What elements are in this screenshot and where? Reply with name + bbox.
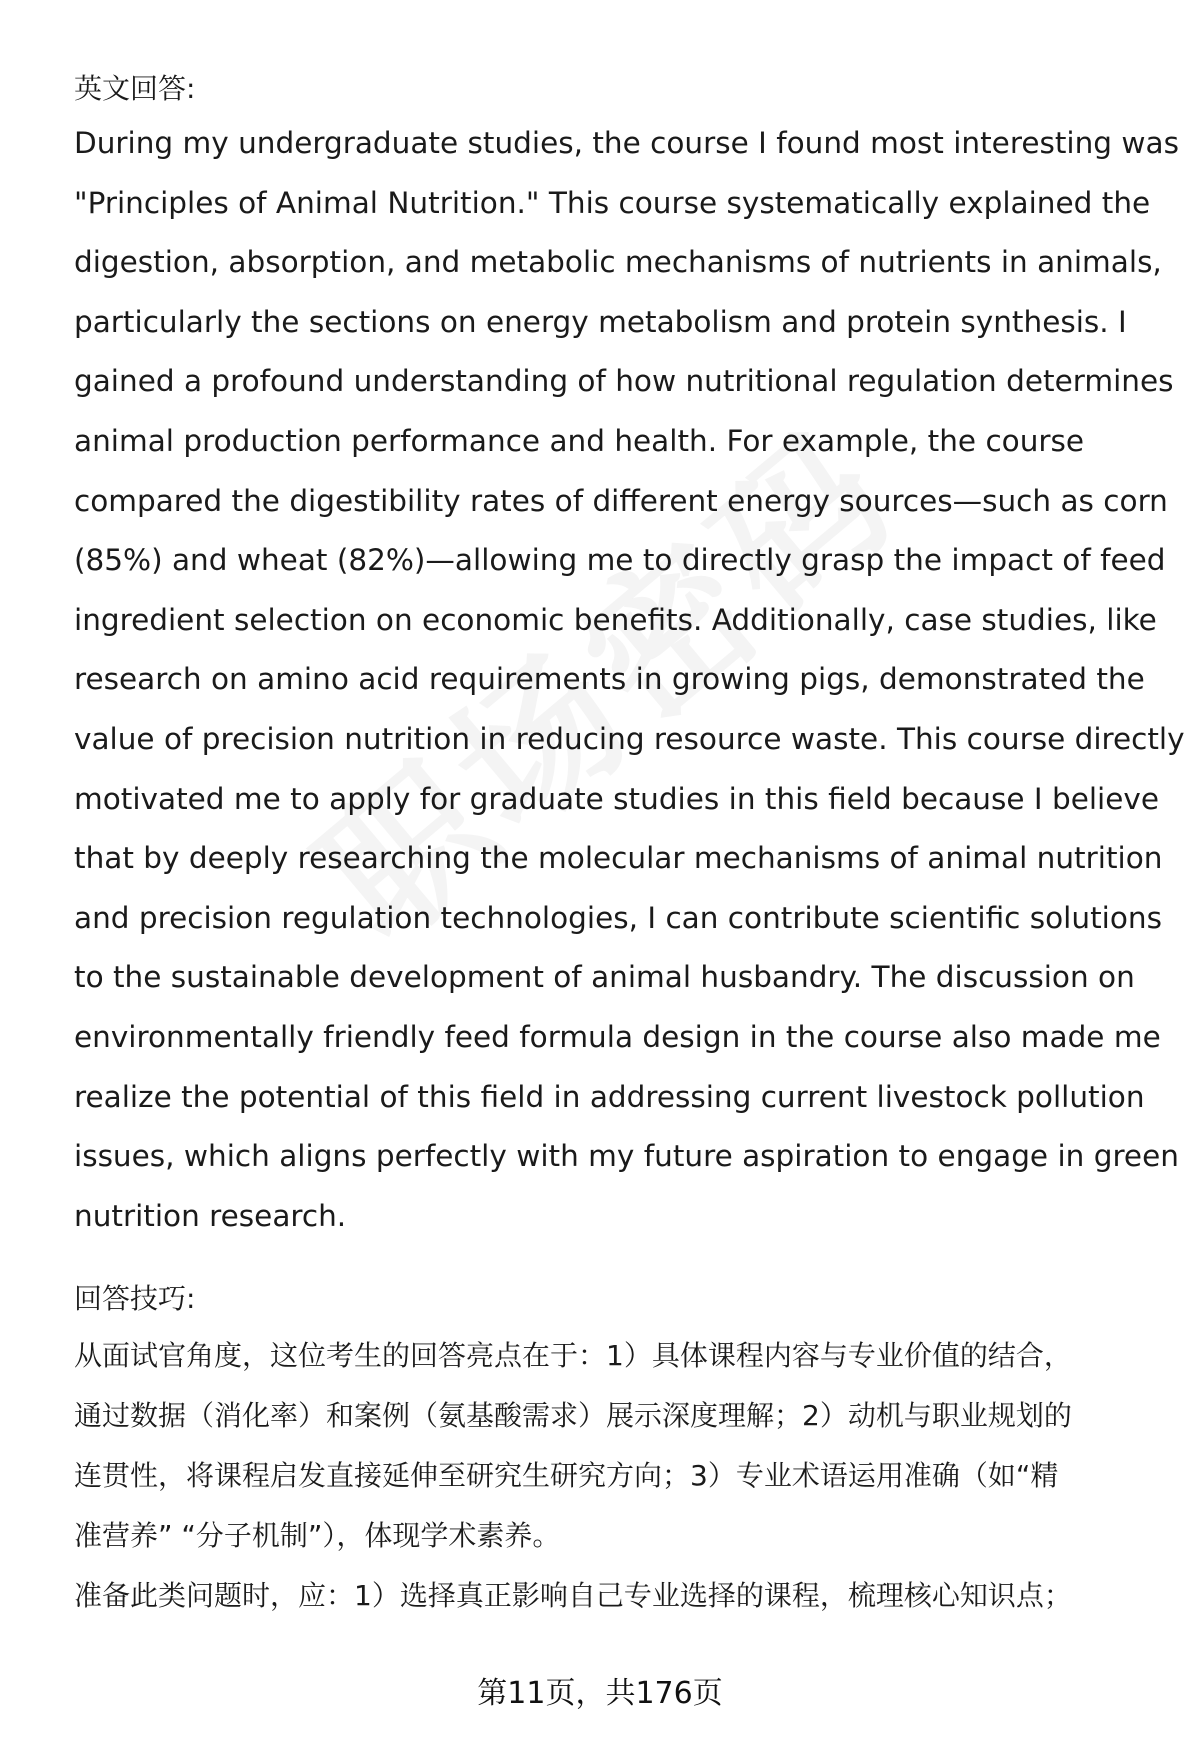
english-answer-line: (85%) and wheat (82%)—allowing me to directly grasp the impact of feed <box>74 543 1166 578</box>
tips-heading: 回答技巧: <box>74 1282 196 1316</box>
tips-line: 通过数据（消化率）和案例（氨基酸需求）展示深度理解；2）动机与职业规划的 <box>74 1399 1072 1433</box>
english-answer-paragraph <box>74 114 1185 1246</box>
tips-line: 准营养” “分子机制”），体现学术素养。 <box>74 1519 561 1553</box>
english-answer-line: to the sustainable development of animal husbandry. The discussion on <box>74 960 1135 995</box>
english-answer-line: issues, which aligns perfectly with my future aspiration to engage in green <box>74 1139 1179 1174</box>
english-answer-line: nutrition research. <box>74 1198 347 1233</box>
tips-line: 从面试官角度，这位考生的回答亮点在于：1）具体课程内容与专业价值的结合， <box>74 1339 1072 1373</box>
english-answer-line: particularly the sections on energy metabolism and protein synthesis. I <box>74 304 1127 339</box>
english-answer-line: During my undergraduate studies, the course I found most interesting was <box>74 126 1179 160</box>
tips-line: 准备此类问题时，应：1）选择真正影响自己专业选择的课程，梳理核心知识点； <box>74 1579 1072 1613</box>
english-answer-line: environmentally friendly feed formula design in the course also made me <box>74 1019 1161 1054</box>
english-answer-line: research on amino acid requirements in growing pigs, demonstrated the <box>74 662 1145 697</box>
english-answer-line: realize the potential of this field in addressing current livestock pollution <box>74 1079 1145 1114</box>
english-answer-line: ingredient selection on economic benefits. Additionally, case studies, like <box>74 602 1157 637</box>
tips-line: 连贯性，将课程启发直接延伸至研究生研究方向；3）专业术语运用准确（如“精 <box>74 1459 1059 1493</box>
page-indicator: 第11页，共176页 <box>477 1676 723 1711</box>
english-answer-heading: 英文回答: <box>74 72 196 105</box>
english-answer-line: gained a profound understanding of how nutritional regulation determines <box>74 364 1174 399</box>
english-answer-line: value of precision nutrition in reducing resource waste. This course directly <box>74 721 1185 756</box>
english-answer-line: animal production performance and health. For example, the course <box>74 423 1085 458</box>
english-answer-line: that by deeply researching the molecular mechanisms of animal nutrition <box>74 841 1163 876</box>
english-answer-line: "Principles of Animal Nutrition." This course systematically explained the <box>74 185 1151 220</box>
english-answer-line: and precision regulation technologies, I can contribute scientific solutions <box>74 900 1162 935</box>
english-answer-line: compared the digestibility rates of different energy sources—such as corn <box>74 483 1168 518</box>
tips-paragraph <box>74 1326 1130 1626</box>
english-answer-line: motivated me to apply for graduate studies in this field because I believe <box>74 781 1160 816</box>
english-answer-line: digestion, absorption, and metabolic mechanisms of nutrients in animals, <box>74 245 1162 280</box>
